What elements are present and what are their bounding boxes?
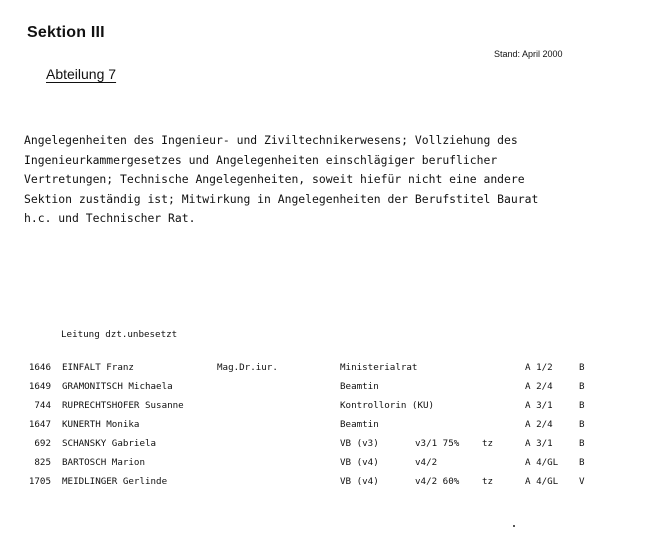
- department-description: Angelegenheiten des Ingenieur- und Ziviltechnikerwesens; Vollziehung des Ingenieurkammergesetzes und Angelegenheiten einschlägiger beruflicher Vertretungen; Technische Angelegenheiten, soweit hiefür nicht eine andere Sektion zuständig ist; Mitwirkung in Angelegenheiten der Berufstitel Baurat h.c. und Technischer Rat.: [24, 133, 539, 225]
- staff-number: 825: [34, 457, 51, 468]
- staff-grade: A 4/GL: [525, 476, 559, 487]
- leitung-note: Leitung dzt.unbesetzt: [61, 329, 178, 340]
- table-row: [0, 400, 648, 419]
- staff-function: Beamtin: [340, 381, 379, 392]
- staff-grade: A 2/4: [525, 381, 553, 392]
- department-title: Abteilung 7: [46, 66, 117, 82]
- staff-number: 1647: [28, 419, 51, 430]
- staff-function: Beamtin: [340, 419, 379, 430]
- staff-grade: A 4/GL: [525, 457, 559, 468]
- staff-part-time: tz: [482, 438, 494, 449]
- staff-table: [0, 362, 648, 495]
- staff-class: B: [579, 381, 585, 392]
- staff-number: 744: [34, 400, 51, 411]
- staff-number: 1705: [28, 476, 51, 487]
- staff-function: Kontrollorin (KU): [340, 400, 435, 411]
- staff-academic-title: Mag.Dr.iur.: [217, 362, 278, 373]
- staff-part-time: tz: [482, 476, 494, 487]
- staff-number: 1646: [28, 362, 51, 373]
- staff-function: VB (v4): [340, 457, 379, 468]
- scan-speck: [513, 525, 515, 527]
- staff-name: BARTOSCH Marion: [62, 457, 145, 468]
- staff-grade: A 1/2: [525, 362, 553, 373]
- staff-class: B: [579, 457, 585, 468]
- table-row: [0, 438, 648, 457]
- staff-class: B: [579, 362, 585, 373]
- staff-name: GRAMONITSCH Michaela: [62, 381, 173, 392]
- table-row: [0, 362, 648, 381]
- staff-function: VB (v4): [340, 476, 379, 487]
- staff-class: B: [579, 400, 585, 411]
- staff-name: MEIDLINGER Gerlinde: [62, 476, 168, 487]
- table-row: [0, 457, 648, 476]
- staff-position: v4/2 60%: [415, 476, 460, 487]
- stand-date: Stand: April 2000: [494, 49, 563, 59]
- staff-grade: A 2/4: [525, 419, 553, 430]
- staff-number: 692: [34, 438, 51, 449]
- staff-name: RUPRECHTSHOFER Susanne: [62, 400, 184, 411]
- staff-position: v3/1 75%: [415, 438, 460, 449]
- table-row: [0, 476, 648, 495]
- staff-function: VB (v3): [340, 438, 379, 449]
- staff-name: KUNERTH Monika: [62, 419, 140, 430]
- staff-class: V: [579, 476, 585, 487]
- table-row: [0, 419, 648, 438]
- section-title: Sektion III: [27, 24, 105, 41]
- staff-function: Ministerialrat: [340, 362, 418, 373]
- staff-number: 1649: [28, 381, 51, 392]
- staff-name: SCHANSKY Gabriela: [62, 438, 157, 449]
- table-row: [0, 381, 648, 400]
- staff-position: v4/2: [415, 457, 438, 468]
- staff-grade: A 3/1: [525, 438, 553, 449]
- staff-class: B: [579, 419, 585, 430]
- staff-name: EINFALT Franz: [62, 362, 134, 373]
- staff-class: B: [579, 438, 585, 449]
- staff-grade: A 3/1: [525, 400, 553, 411]
